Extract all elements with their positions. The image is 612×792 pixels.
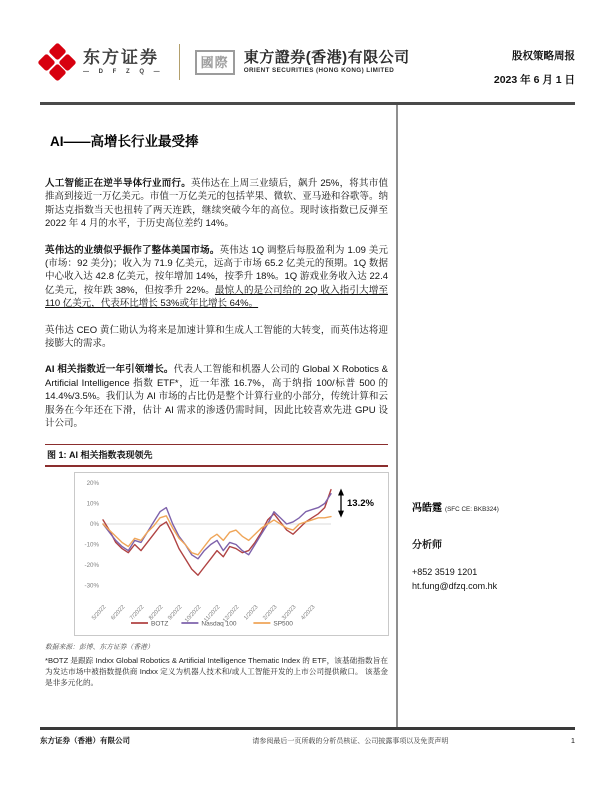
company-block xyxy=(244,50,410,74)
brand-group xyxy=(40,44,410,80)
paragraph-2-underline: 最惊人的是公司给的 2Q 收入指引大增至 110 亿美元，代表环比增长 53%或年比增长 64%。 xyxy=(45,284,389,310)
company-name-en: ORIENT SECURITIES (HONG KONG) LIMITED xyxy=(243,66,395,74)
footer-company: 东方证券（香港）有限公司 xyxy=(40,736,130,745)
analyst-role: 分析师 xyxy=(412,540,442,551)
svg-text:0%: 0% xyxy=(90,520,99,528)
paragraph-2 xyxy=(45,244,388,311)
column-divider xyxy=(396,105,398,728)
paragraph-4 xyxy=(45,363,388,430)
paragraph-2-body: 英伟达 1Q 调整后每股盈利为 1.09 美元(市场：92 美分)；收入为 71.9 亿美元，远高于市场 65.2 亿美元的预期。1Q 数据中心收入达 42.8 亿美元，按年增加 14%，按季升 18%。1Q 游戏业务收入达 22.4 亿美元，按年跌 38%，但按季升 22%。 xyxy=(45,244,388,296)
svg-text:-10%: -10% xyxy=(84,541,99,548)
svg-text:1/2023: 1/2023 xyxy=(243,603,260,622)
chart-svg xyxy=(75,473,388,635)
gold-divider xyxy=(179,44,180,80)
figure-1 xyxy=(45,444,388,688)
international-badge: 國際 xyxy=(195,50,235,75)
main-content xyxy=(45,177,388,688)
svg-text:12/2022: 12/2022 xyxy=(221,603,241,624)
orient-securities-logo-icon xyxy=(40,45,74,79)
header-rule xyxy=(40,102,575,105)
report-date: 2023 年 6 月 1 日 xyxy=(493,74,575,86)
svg-text:Nasdaq 100: Nasdaq 100 xyxy=(201,620,237,627)
company-name-cn: 東方證券(香港)有限公司 xyxy=(243,48,410,66)
page-footer xyxy=(40,735,575,746)
svg-text:11/2022: 11/2022 xyxy=(203,603,222,624)
footer-disclaimer: 请参阅最后一页所载的分析员核证、公司披露事项以及免责声明 xyxy=(252,738,449,745)
paragraph-3-body: 英伟达 CEO 黄仁勋认为将来是加速计算和生成人工智能的大转变，而英伟达将迎接膨大的需求。 xyxy=(45,324,388,350)
svg-text:7/2022: 7/2022 xyxy=(129,603,146,622)
analyst-email[interactable]: ht.fung@dfzq.com.hk xyxy=(412,581,498,591)
analyst-license: (SFC CE: BKB324) xyxy=(445,506,499,513)
svg-text:4/2023: 4/2023 xyxy=(300,603,317,622)
paragraph-1-lead: 人工智能正在逆半导体行业而行。 xyxy=(45,178,191,189)
brand-name-cn: 东方证券 xyxy=(83,48,159,67)
svg-text:5/2022: 5/2022 xyxy=(91,603,108,622)
figure-footnote: *BOTZ 是跟踪 Indxx Global Robotics & Artificial Intelligence Thematic Index 的 ETF，该基础指数旨在为发达市场中被指数提供商 Indxx 定义为机器人技术和/或人工智能开发的上市公司提供敞口。 该基金是非多元化的。 xyxy=(45,655,388,687)
svg-text:13.2%: 13.2% xyxy=(347,497,374,509)
footer-page-number: 1 xyxy=(570,736,575,745)
svg-text:10%: 10% xyxy=(86,500,99,507)
paragraph-4-lead: AI 相关指数近一年引领增长。 xyxy=(45,364,174,376)
paragraph-2-lead: 英伟达的业绩似乎振作了整体美国市场。 xyxy=(45,244,220,256)
page-header xyxy=(40,44,575,87)
svg-text:-30%: -30% xyxy=(84,582,99,589)
report-type: 股权策略周报 xyxy=(512,50,575,62)
figure-title: 图 1: AI 相关指数表现领先 xyxy=(45,444,388,467)
svg-text:9/2022: 9/2022 xyxy=(167,603,184,622)
footer-rule xyxy=(40,727,575,730)
svg-text:BOTZ: BOTZ xyxy=(151,620,169,627)
paragraph-1-body: 英伟达在上周三业绩后，飙升 25%，将其市值推高到接近一万亿美元。市值一万亿美元的包括苹果、微软、亚马逊和谷歌等。纳斯达克指数当天也扭转了两天连跌，继续突破今年的高位。现时该指数已反弹至 2022 年 4 月的水平，于历史高位差约 14%。 xyxy=(45,178,388,230)
svg-text:10/2022: 10/2022 xyxy=(183,603,203,624)
page-title: AI——高增长行业最受捧 xyxy=(50,134,199,149)
analyst-name-row xyxy=(412,498,572,516)
brand-text xyxy=(83,49,164,75)
svg-text:3/2023: 3/2023 xyxy=(281,603,298,622)
analyst-name: 冯皓霆 xyxy=(412,503,442,514)
report-meta xyxy=(494,48,575,87)
paragraph-4-body: 代表人工智能和机器人公司的 Global X Robotics & Artificial Intelligence 指数 ETF*，近一年涨 16.7%，高于纳指 100/标普 500 的 14.4%/3.5%。我们认为 AI 市场的占比仍是整个计算行业的小部分，传统计算和云服务在今年还在下滑，估计 AI 需求的渗透仍需时间，因此比较喜欢先进 GPU 设计公司。 xyxy=(45,364,389,430)
svg-text:8/2022: 8/2022 xyxy=(148,603,165,622)
svg-text:2/2023: 2/2023 xyxy=(262,603,279,622)
analyst-panel xyxy=(412,498,572,591)
paragraph-1 xyxy=(45,177,388,231)
chart-container xyxy=(74,472,389,636)
analyst-phone: +852 3519 1201 xyxy=(412,567,478,577)
figure-source: 数据来源：彭博、东方证券（香港） xyxy=(45,643,154,651)
svg-text:SP500: SP500 xyxy=(273,620,293,627)
svg-text:20%: 20% xyxy=(86,479,99,487)
paragraph-3 xyxy=(45,324,388,351)
svg-text:-20%: -20% xyxy=(84,561,99,569)
svg-text:6/2022: 6/2022 xyxy=(110,603,127,622)
brand-abbr: — D F Z Q — xyxy=(83,69,164,75)
